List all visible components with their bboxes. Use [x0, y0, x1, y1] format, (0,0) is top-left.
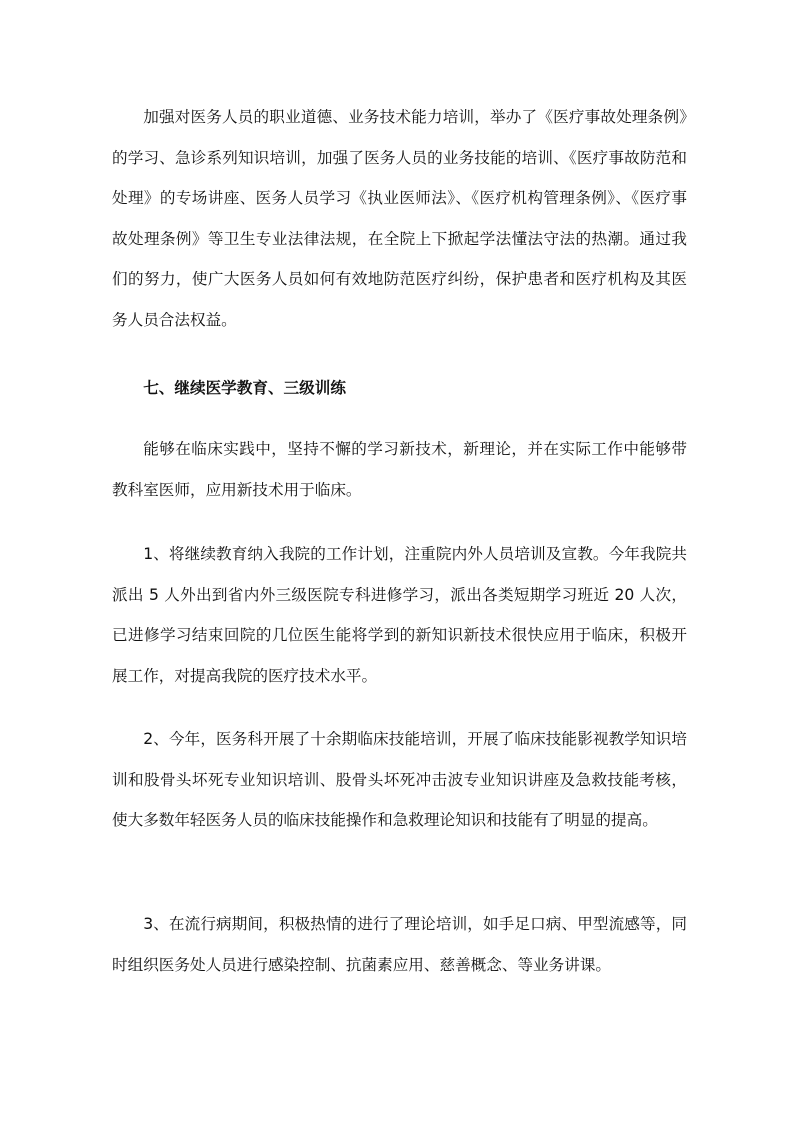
- section-heading-continuing-education: 七、继续医学教育、三级训练: [143, 379, 346, 397]
- paragraph-legal-training: 加强对医务人员的职业道德、业务技术能力培训，举办了《医疗事故处理条例》的学习、急诊系列知识培训，加强了医务人员的业务技能的培训、《医疗事故防范和处理》的专场讲座、医务人员学习《执业医师法》、《医疗机构管理条例》、《医疗事故处理条例》等卫生专业法律法规，在全院上下掀起学法懂法守法的热潮。通过我们的努力，使广大医务人员如何有效地防范医疗纠纷，保护患者和医疗机构及其医务人员合法权益。: [112, 108, 687, 329]
- paragraph-item-3: 3、在流行病期间，积极热情的进行了理论培训，如手足口病、甲型流感等，同时组织医务处人员进行感染控制、抗菌素应用、慈善概念、等业务讲课。: [112, 915, 687, 974]
- paragraph-item-2: 2、今年，医务科开展了十余期临床技能培训，开展了临床技能影视教学知识培训和股骨头坏死专业知识培训、股骨头坏死冲击波专业知识讲座及急救技能考核，使大多数年轻医务人员的临床技能操作和急救理论知识和技能有了明显的提高。: [112, 730, 687, 829]
- paragraph-clinical-practice: 能够在临床实践中，坚持不懈的学习新技术，新理论，并在实际工作中能够带教科室医师，应用新技术用于临床。: [112, 440, 687, 499]
- paragraph-item-1: 1、将继续教育纳入我院的工作计划，注重院内外人员培训及宣教。今年我院共派出 5 人外出到省内外三级医院专科进修学习，派出各类短期学习班近 20 人次，已进修学习结束回院的几位医生能将学到的新知识新技术很快应用于临床，积极开展工作，对提高我院的医疗技术水平。: [112, 545, 687, 685]
